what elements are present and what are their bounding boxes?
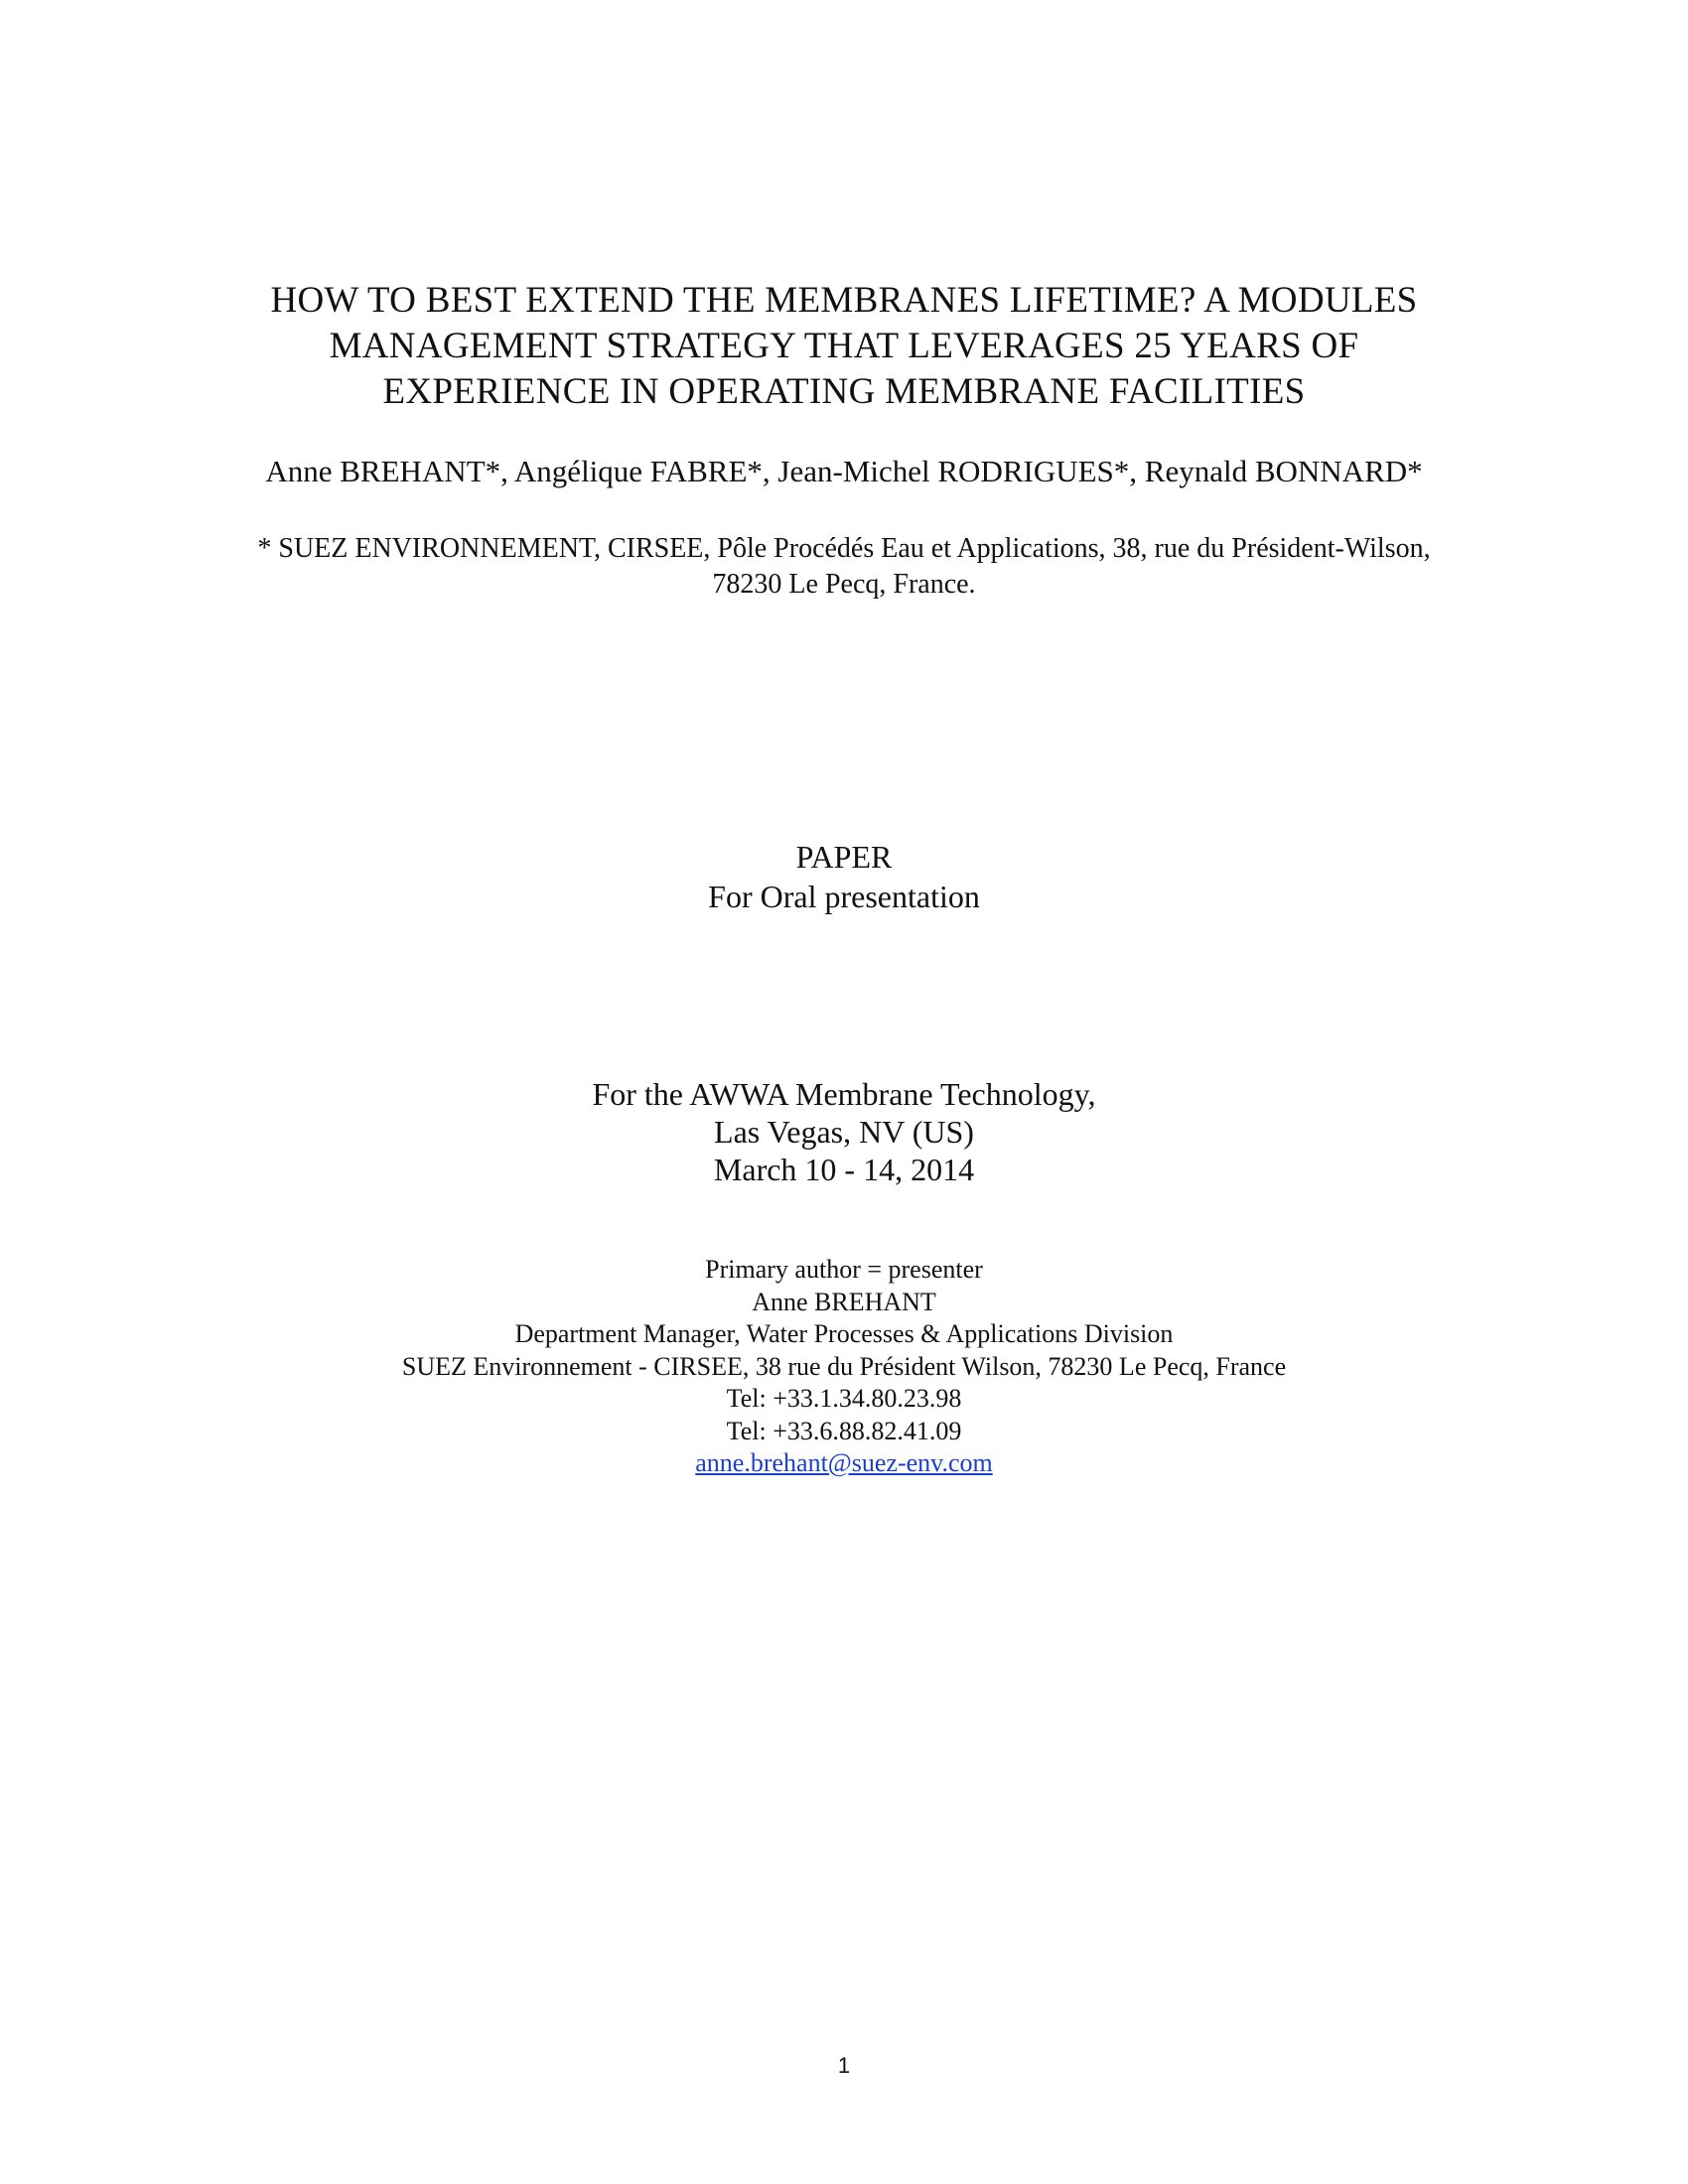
contact-role: Primary author = presenter <box>705 1255 983 1284</box>
affiliation-line: * SUEZ ENVIRONNEMENT, CIRSEE, Pôle Procédés Eau et Applications, 38, rue du Président-Wilson, <box>257 533 1431 564</box>
title-line: HOW TO BEST EXTEND THE MEMBRANES LIFETIME? A MODULES <box>270 280 1418 321</box>
presentation-type: For Oral presentation <box>708 879 980 914</box>
conference-location: Las Vegas, NV (US) <box>714 1114 974 1150</box>
conference-dates: March 10 - 14, 2014 <box>713 1152 975 1187</box>
author-list: Anne BREHANT*, Angélique FABRE*, Jean-Michel RODRIGUES*, Reynald BONNARD* <box>265 454 1423 488</box>
affiliation-line: 78230 Le Pecq, France. <box>712 569 976 600</box>
contact-phone: Tel: +33.1.34.80.23.98 <box>726 1384 962 1413</box>
paper-title <box>149 278 1539 415</box>
page-number: 1 <box>837 2053 851 2078</box>
contact-name: Anne BREHANT <box>752 1287 936 1316</box>
title-line: EXPERIENCE IN OPERATING MEMBRANE FACILITIES <box>382 371 1306 412</box>
conference-name: For the AWWA Membrane Technology, <box>592 1076 1096 1112</box>
conference-info <box>149 1075 1539 1188</box>
affiliation <box>149 531 1539 603</box>
title-line: MANAGEMENT STRATEGY THAT LEVERAGES 25 YEARS OF <box>329 326 1359 366</box>
contact-address: SUEZ Environnement - CIRSEE, 38 rue du Président Wilson, 78230 Le Pecq, France <box>401 1351 1287 1381</box>
paper-type <box>149 837 1539 916</box>
paper-type-label: PAPER <box>795 839 893 875</box>
email-link[interactable]: anne.brehant@suez-env.com <box>695 1448 993 1477</box>
contact-position: Department Manager, Water Processes & Applications Division <box>514 1319 1174 1348</box>
contact-info <box>149 1254 1539 1480</box>
contact-mobile: Tel: +33.6.88.82.41.09 <box>726 1416 962 1445</box>
